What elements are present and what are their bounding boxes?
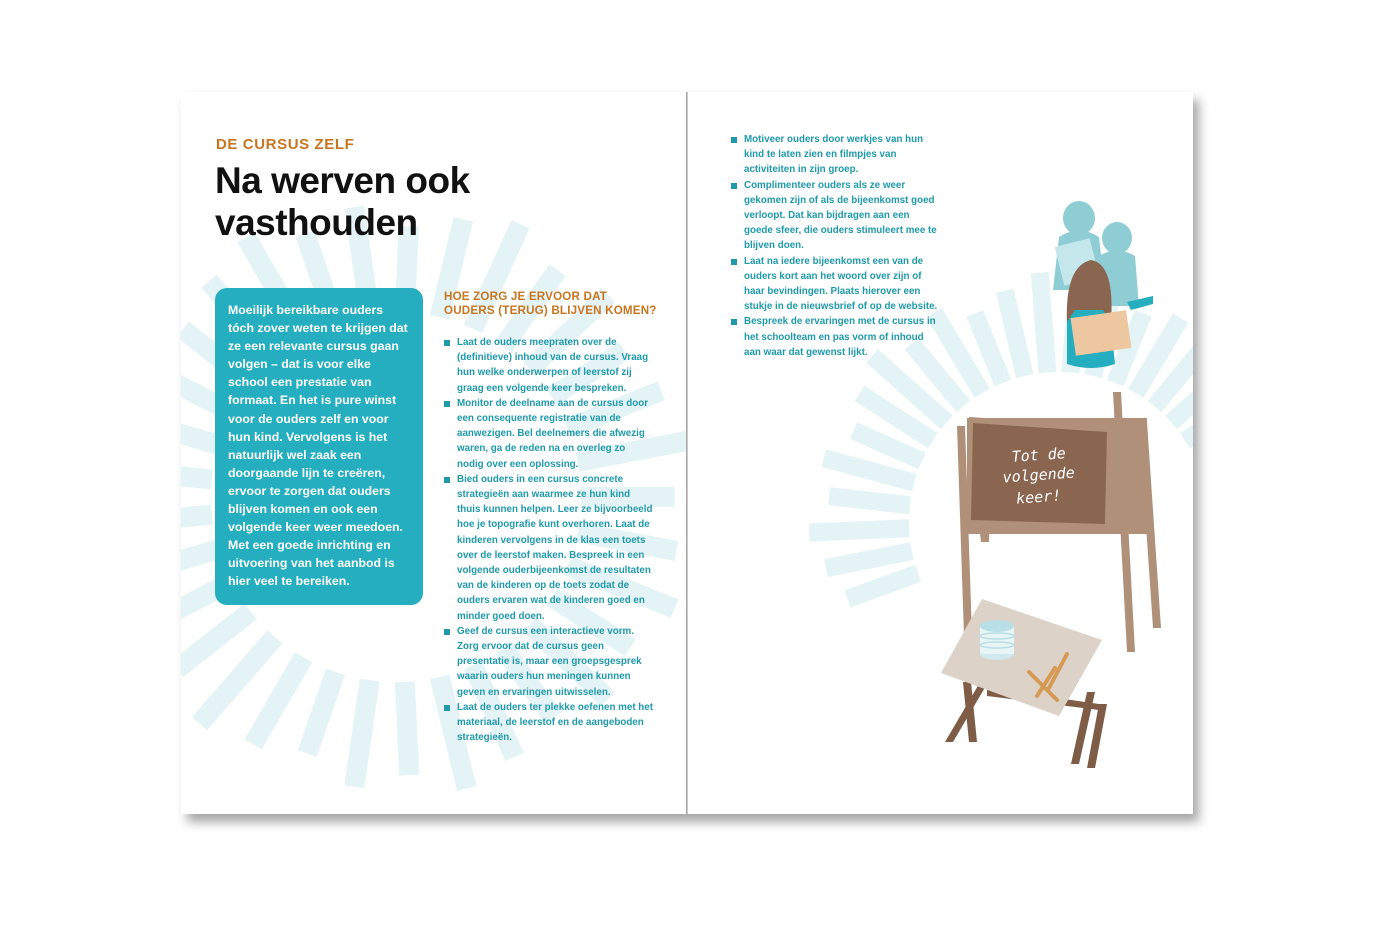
board-text-line-2: volgende [1001, 463, 1076, 487]
water-cup-icon [980, 620, 1014, 660]
sunburst-ray [395, 681, 419, 775]
bullet-square-icon [444, 340, 450, 346]
page-gutter [686, 92, 688, 814]
list-item: Motiveer ouders door werkjes van hun kind te laten zien en filmpjes van activiteiten in zijn groep. [731, 132, 941, 178]
section-eyebrow: DE CURSUS ZELF [216, 136, 355, 153]
bullet-list-left [444, 335, 654, 745]
board-text-line-1: Tot de [1010, 444, 1067, 466]
sunburst-ray [181, 505, 213, 534]
list-item: Laat de ouders meepraten over de (definitieve) inhoud van de cursus. Vraag hun welke onderwerpen of leerstof zij graag een volgende keer bespreken. [444, 335, 654, 396]
sunburst-ray [344, 679, 379, 789]
list-item: Complimenteer ouders als ze weer gekomen zijn of als de bijeenkomst goed verloopt. Dat kan bijdragen aan een goede sfeer, die ouders stimuleert mee te blijven doen. [731, 178, 941, 254]
bullet-square-icon [444, 629, 450, 635]
page-title [215, 160, 635, 244]
sunburst-ray [298, 669, 345, 757]
bullet-square-icon [444, 477, 450, 483]
sunburst-ray [181, 459, 213, 490]
board-text-line-3: keer! [1015, 486, 1062, 508]
list-item: Bespreek de ervaringen met de cursus in het schoolteam en pas vorm of inhoud aan waar dat gewenst lijkt. [731, 314, 941, 360]
list-item: Geef de cursus een interactieve vorm. Zorg ervoor dat de cursus geen presentatie is, maar een groepsgesprek waarin ouders hun meningen kunnen geven en ervaringen uitwisselen. [444, 624, 654, 700]
people-figures-icon [1053, 201, 1153, 368]
document-spread [181, 92, 1193, 814]
section-subheading: HOE ZORG JE ERVOOR DAT OUDERS (TERUG) BLIJVEN KOMEN? [444, 290, 657, 317]
bullet-square-icon [444, 705, 450, 711]
list-item: Laat de ouders ter plekke oefenen met het materiaal, de leerstof en de aangeboden strategieën. [444, 700, 654, 746]
bullet-square-icon [444, 401, 450, 407]
right-page [687, 92, 1193, 814]
list-item: Laat na iedere bijeenkomst een van de ouders kort aan het woord over zijn of haar bevindingen. Plaats hierover een stukje in de nieuwsbrief of op de website. [731, 254, 941, 315]
title-line-2: vasthouden [215, 202, 418, 243]
list-item: Monitor de deelname aan de cursus door een consequente registratie van de aanwezigen. Bel deelnemers die afwezig waren, ga de reden na en overleg zo nodig over een oplossing. [444, 396, 654, 472]
intro-box [215, 288, 423, 605]
left-page [181, 92, 687, 814]
title-line-1: Na werven ook [215, 160, 470, 201]
illustration [687, 92, 1193, 814]
list-item: Bied ouders in een cursus concrete strategieën aan waarmee ze hun kind thuis kunnen helpen. Leer ze bijvoorbeeld hoe je topografie kunt overhoren. Laat de kinderen vervolgens in de klas een toets over de leerstof maken. Bespreek in een volgende ouderbijeenkomst de resultaten van de kinderen op de toets zodat de ouders ervaren wat de kinderen goed en minder goed doen. [444, 472, 654, 624]
intro-text: Moeilijk bereikbare ouders tóch zover weten te krijgen dat ze een relevante cursus gaan volgen – dat is voor elke school een prestatie van formaat. En het is pure winst voor de ouders zelf en voor hun kind. Vervolgens is het natuurlijk wel zaak een doorgaande lijn te creëren, ervoor te zorgen dat ouders blijven komen en ook een volgende keer weer meedoen. Met een goede inrichting en uitvoering van het aanbod is hier veel te bereiken. [228, 303, 408, 589]
